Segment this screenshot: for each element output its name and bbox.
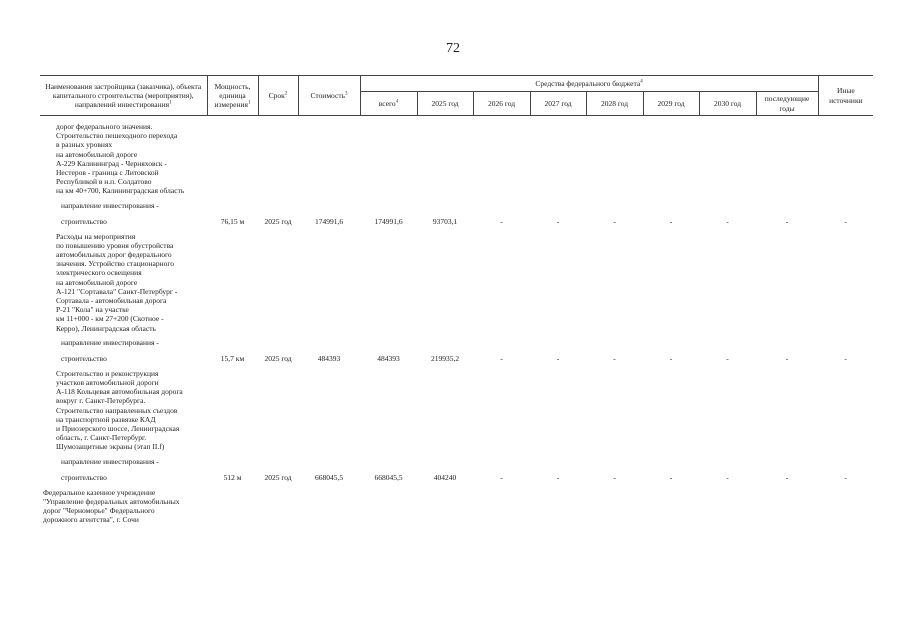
description-line: вокруг г. Санкт-Петербурга. [56, 396, 146, 406]
organization-line: дорожного агентства", г. Сочи [43, 515, 139, 525]
cell-year-2026: - [500, 217, 503, 227]
description-line: электрического освещения [56, 268, 142, 278]
cell-year-2026: - [500, 473, 503, 483]
row-label: строительство [61, 217, 107, 227]
cell-year-2028: - [613, 473, 616, 483]
cell-other-sources: - [844, 217, 847, 227]
description-line: Республикой в н.п. Солдатово [56, 177, 152, 187]
header-federal-budget: Средства федерального бюджета$^4$ [360, 76, 818, 92]
cell-total: 484393 [377, 354, 400, 364]
organization-description [40, 486, 207, 527]
cell-year-2029: - [669, 473, 673, 483]
description-line: Строительство направленных съездов [56, 405, 178, 415]
cell-term: 2025 год [264, 354, 292, 364]
table-row [40, 470, 873, 486]
header-cost-column: Стоимость$^3$ [298, 76, 360, 116]
empty-cells [207, 486, 873, 527]
description-line: дорог федерального значения. [56, 122, 153, 131]
cell-year-2026: - [500, 354, 503, 364]
header-capacity-column: Мощность, единица измерения$^1$ [207, 76, 258, 116]
row-label: строительство [61, 473, 107, 483]
description-line: Расходы на мероприятия [56, 231, 136, 241]
description-line: на транспортной развязке КАД [56, 414, 156, 424]
cell-year-2025: 219935,2 [430, 354, 460, 364]
organization-line: "Управление федеральных автомобильных [43, 496, 180, 506]
header-term-column: Срок$^2$ [258, 76, 298, 116]
empty-cells [207, 335, 873, 351]
cell-capacity: 512 м [223, 473, 242, 483]
description-line: на км 40+700, Калининградская область [56, 186, 185, 196]
cell-year-2027: - [556, 354, 560, 364]
cell-year-2030: - [726, 354, 729, 364]
description-line: по повышению уровня обустройства [56, 240, 174, 250]
cell-term: 2025 год [264, 473, 292, 483]
header-other-sources: Иные источники [818, 76, 873, 116]
empty-cells [207, 454, 873, 470]
description-line: в разных уровнях [56, 140, 113, 150]
cell-year-2027: - [556, 473, 560, 483]
cell-year-2028: - [613, 354, 616, 364]
federal-budget-table [40, 75, 873, 527]
direction-label-row [40, 335, 873, 351]
header-name-column: Наименования застройщика (заказчика), объекта капитального строительства (мероприятия), направлений инвестирования$^1$ [40, 76, 207, 116]
cell-total: 174991,6 [374, 217, 403, 227]
investment-direction-label: направление инвестирования - [61, 201, 159, 211]
table-row [40, 351, 873, 367]
description-row [40, 367, 873, 454]
description-line: А-118 Кольцевая автомобильная дорога [56, 387, 183, 397]
cell-year-2030: - [726, 473, 729, 483]
cell-cost: 668045,5 [314, 473, 344, 483]
object-description [40, 230, 207, 335]
cell-other-sources: - [844, 473, 847, 483]
header-year-2027: 2027 год [530, 92, 586, 116]
description-line: и Приозерского шоссе, Ленинградская [56, 424, 180, 434]
organization-row [40, 486, 873, 527]
description-row [40, 230, 873, 335]
cell-term: 2025 год [264, 217, 292, 227]
cell-year-2027: - [556, 217, 560, 227]
cell-capacity: 15,7 км [220, 354, 245, 364]
header-year-2030: 2030 год [699, 92, 756, 116]
cell-year-2029: - [669, 354, 673, 364]
description-line: км 11+000 - км 27+200 (Скотное - [56, 314, 164, 324]
description-line: А-121 "Сортавала" Санкт-Петербург - [56, 286, 178, 296]
header-year-2028: 2028 год [586, 92, 643, 116]
cell-later-years: - [785, 354, 789, 364]
page-number: 72 [446, 41, 460, 56]
investment-direction-label: направление инвестирования - [61, 457, 159, 467]
cell-year-2025: 404240 [433, 473, 457, 483]
description-line: на автомобильной дороге [56, 149, 138, 159]
investment-direction-label: направление инвестирования - [61, 338, 159, 348]
cell-capacity: 76,15 м [220, 217, 245, 227]
description-row [40, 120, 873, 198]
empty-cells [207, 230, 873, 335]
description-line: автомобильных дорог федерального [56, 250, 172, 260]
cell-later-years: - [785, 217, 789, 227]
cell-year-2030: - [726, 217, 729, 227]
cell-later-years: - [785, 473, 789, 483]
cell-other-sources: - [844, 354, 847, 364]
description-line: участков автомобильной дороги [56, 378, 159, 388]
description-line: Шумозащитные экраны (этап II.f) [56, 442, 165, 452]
description-line: область, г. Санкт-Петербург. [56, 433, 147, 443]
table-body [40, 116, 873, 527]
empty-cells [207, 198, 873, 214]
object-description [40, 367, 207, 454]
empty-cells [207, 367, 873, 454]
empty-cells [207, 120, 873, 198]
direction-label-row [40, 198, 873, 214]
cell-year-2025: 93703,1 [432, 217, 458, 227]
organization-line: Федеральное казенное учреждение [43, 487, 156, 497]
direction-label-row [40, 454, 873, 470]
cell-cost: 174991,6 [314, 217, 344, 227]
header-total: всего$^4$ [360, 92, 417, 116]
description-line: А-229 Калининград - Черняховск - [56, 158, 167, 168]
description-line: Р-21 "Кола" на участке [56, 305, 129, 315]
header-later-years: последующие годы [756, 92, 818, 116]
header-year-2026: 2026 год [473, 92, 530, 116]
object-description [40, 120, 207, 198]
description-line: Строительство пешеходного перехода [56, 131, 178, 141]
table-header [40, 76, 873, 116]
description-line: на автомобильной дороге [56, 277, 138, 287]
header-year-2029: 2029 год [643, 92, 699, 116]
organization-line: дорог "Черноморье" Федерального [43, 506, 155, 516]
header-year-2025: 2025 год [417, 92, 473, 116]
description-line: Строительство и реконструкция [56, 368, 159, 378]
cell-cost: 484393 [317, 354, 341, 364]
description-line: значения. Устройство стационарного [56, 259, 174, 269]
description-line: Сортавала - автомобильная дорога [56, 296, 167, 306]
cell-total: 668045,5 [374, 473, 403, 483]
description-line: Нестеров - граница с Литовской [56, 168, 159, 178]
cell-year-2028: - [613, 217, 616, 227]
table-row [40, 214, 873, 230]
description-line: Керро), Ленинградская область [56, 323, 156, 333]
row-label: строительство [61, 354, 107, 364]
cell-year-2029: - [669, 217, 673, 227]
